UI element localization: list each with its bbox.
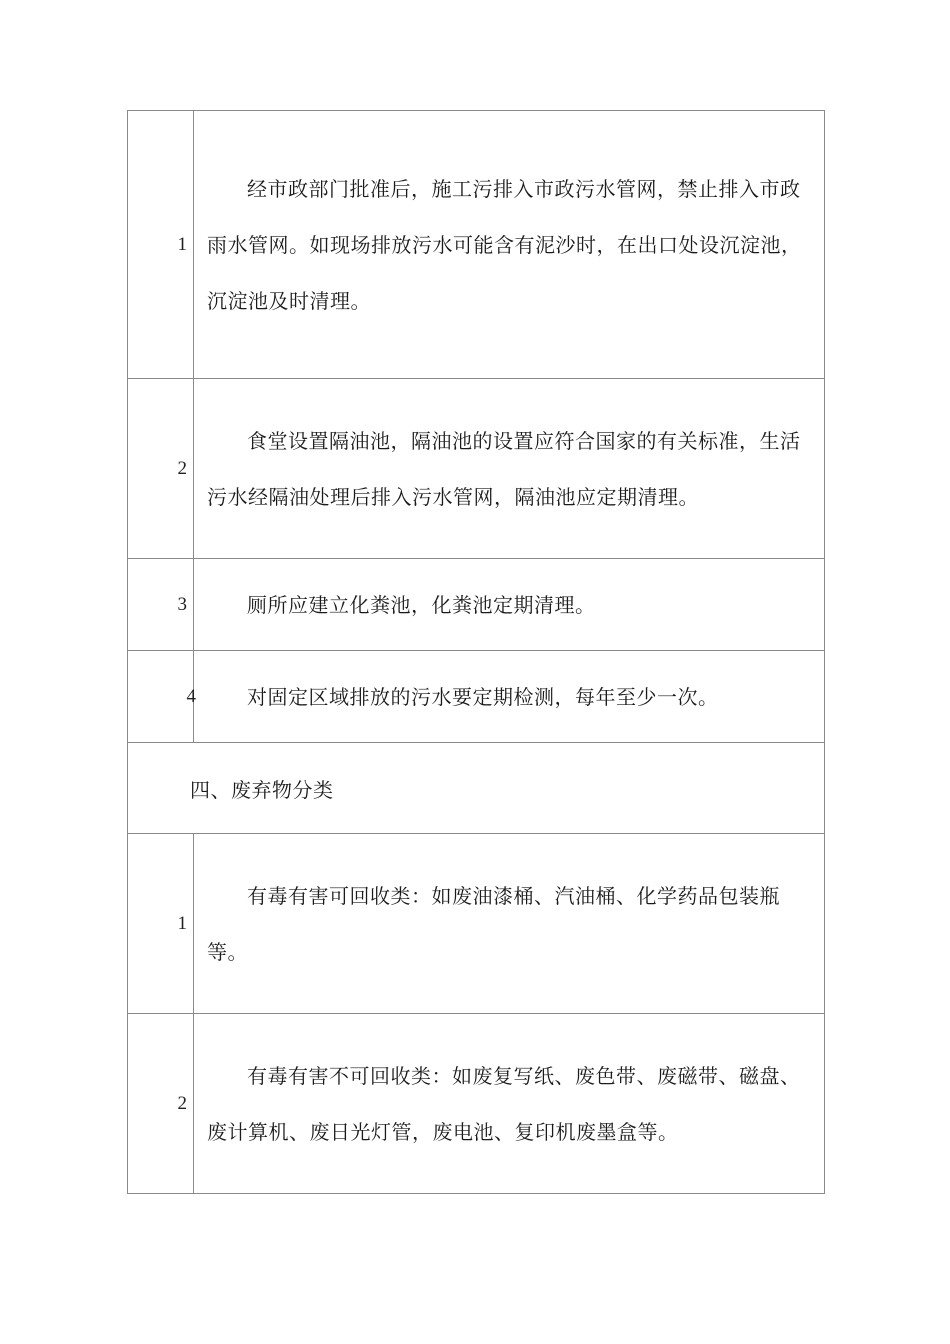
table-row — [128, 559, 825, 651]
row-text: 厕所应建立化粪池，化粪池定期清理。 — [194, 559, 825, 651]
section-title: 四、废弃物分类 — [128, 743, 825, 834]
table-row — [128, 834, 825, 1014]
table-row — [128, 111, 825, 379]
row-number — [128, 651, 194, 743]
table-row — [128, 1014, 825, 1194]
row-number: 2 — [128, 1014, 194, 1194]
row-text: 食堂设置隔油池，隔油池的设置应符合国家的有关标准，生活污水经隔油处理后排入污水管网，隔油池应定期清理。 — [194, 379, 825, 559]
row-text: 对固定区域排放的污水要定期检测，每年至少一次。 — [194, 651, 825, 743]
section-row — [128, 743, 825, 834]
row-text: 有毒有害不可回收类：如废复写纸、废色带、废磁带、磁盘、废计算机、废日光灯管，废电池、复印机废墨盒等。 — [194, 1014, 825, 1194]
row-number: 3 — [128, 559, 194, 651]
content-table — [127, 110, 825, 1194]
row-text: 有毒有害可回收类：如废油漆桶、汽油桶、化学药品包装瓶等。 — [194, 834, 825, 1014]
row-number-label: 4 — [186, 685, 196, 707]
row-number: 1 — [128, 111, 194, 379]
row-number: 2 — [128, 379, 194, 559]
row-number: 1 — [128, 834, 194, 1014]
table-row — [128, 651, 825, 743]
table-row — [128, 379, 825, 559]
row-text: 经市政部门批准后，施工污排入市政污水管网，禁止排入市政雨水管网。如现场排放污水可能含有泥沙时，在出口处设沉淀池，沉淀池及时清理。 — [194, 111, 825, 379]
